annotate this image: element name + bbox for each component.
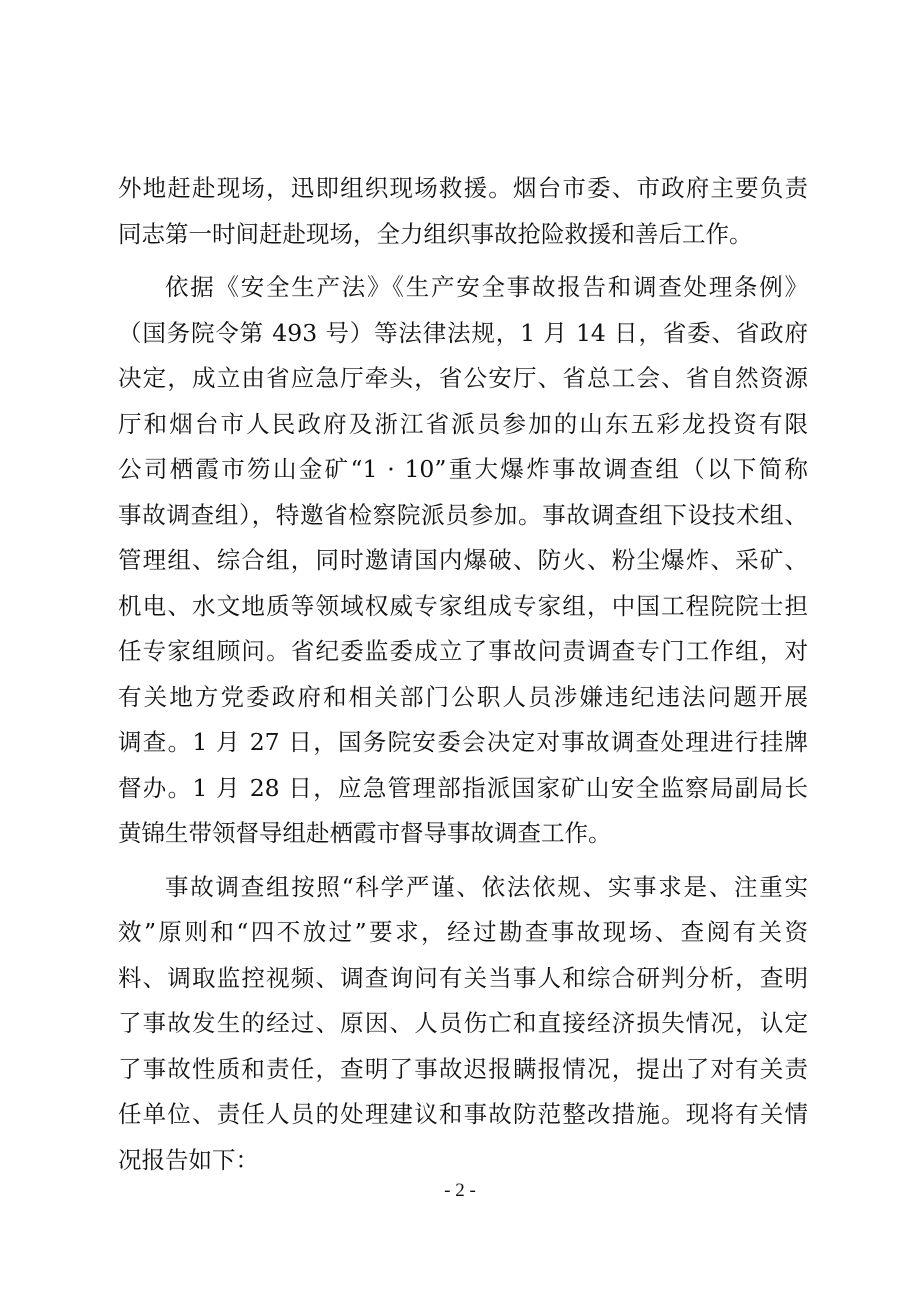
text-line: 料、调取监控视频、调查询问有关当事人和综合研判分析，查明 [118, 963, 808, 992]
paragraph [118, 166, 808, 257]
text-line: 厅和烟台市人民政府及浙江省派员参加的山东五彩龙投资有限 [118, 409, 808, 438]
text-line: 决定，成立由省应急厅牵头，省公安厅、省总工会、省自然资源 [118, 364, 808, 392]
text-line: 同志第一时间赶赴现场，全力组织事故抢险救援和善后工作。 [118, 219, 753, 248]
text-line: 任专家组顾问。省纪委监委成立了事故问责调查专门工作组，对 [118, 637, 808, 665]
text-line: 公司栖霞市笏山金矿“1 · 10”重大爆炸事故调查组（以下简称 [118, 455, 808, 483]
text-line: （国务院令第 493 号）等法律法规，1 月 14 日，省委、省政府 [118, 318, 808, 347]
text-line: 机电、水文地质等领域权威专家组成专家组，中国工程院院士担 [118, 591, 808, 620]
text-line: 督办。1 月 28 日，应急管理部指派国家矿山安全监察局副局长 [118, 773, 808, 802]
paragraph-gap [118, 257, 808, 265]
page-number: - 2 - [444, 1180, 476, 1201]
paragraph-gap [118, 857, 808, 865]
paragraph [118, 865, 808, 1184]
text-line: 任单位、责任人员的处理建议和事故防范整改措施。现将有关情 [118, 1100, 808, 1128]
text-line: 了事故发生的经过、原因、人员伤亡和直接经济损失情况，认定 [118, 1009, 808, 1037]
text-line: 事故调查组），特邀省检察院派员参加。事故调查组下设技术组、 [118, 500, 808, 529]
text-line: 依据《安全生产法》《生产安全事故报告和调查处理条例》 [165, 273, 808, 301]
text-line: 黄锦生带领督导组赴栖霞市督导事故调查工作。 [118, 819, 612, 847]
text-line: 有关地方党委政府和相关部门公职人员涉嫌违纪违法问题开展 [118, 682, 808, 711]
text-line: 管理组、综合组，同时邀请国内爆破、防火、粉尘爆炸、采矿、 [118, 546, 808, 574]
text-line: 外地赶赴现场，迅即组织现场救援。烟台市委、市政府主要负责 [118, 174, 808, 202]
text-line: 效”原则和“四不放过”要求，经过勘查事故现场、查阅有关资 [118, 918, 808, 946]
text-line: 调查。1 月 27 日，国务院安委会决定对事故调查处理进行挂牌 [118, 728, 808, 756]
text-line: 了事故性质和责任，查明了事故迟报瞒报情况，提出了对有关责 [118, 1054, 808, 1083]
document-body [118, 166, 808, 1183]
text-line: 事故调查组按照“科学严谨、依法依规、实事求是、注重实 [165, 872, 808, 901]
text-line: 况报告如下： [118, 1145, 259, 1174]
paragraph [118, 265, 808, 857]
